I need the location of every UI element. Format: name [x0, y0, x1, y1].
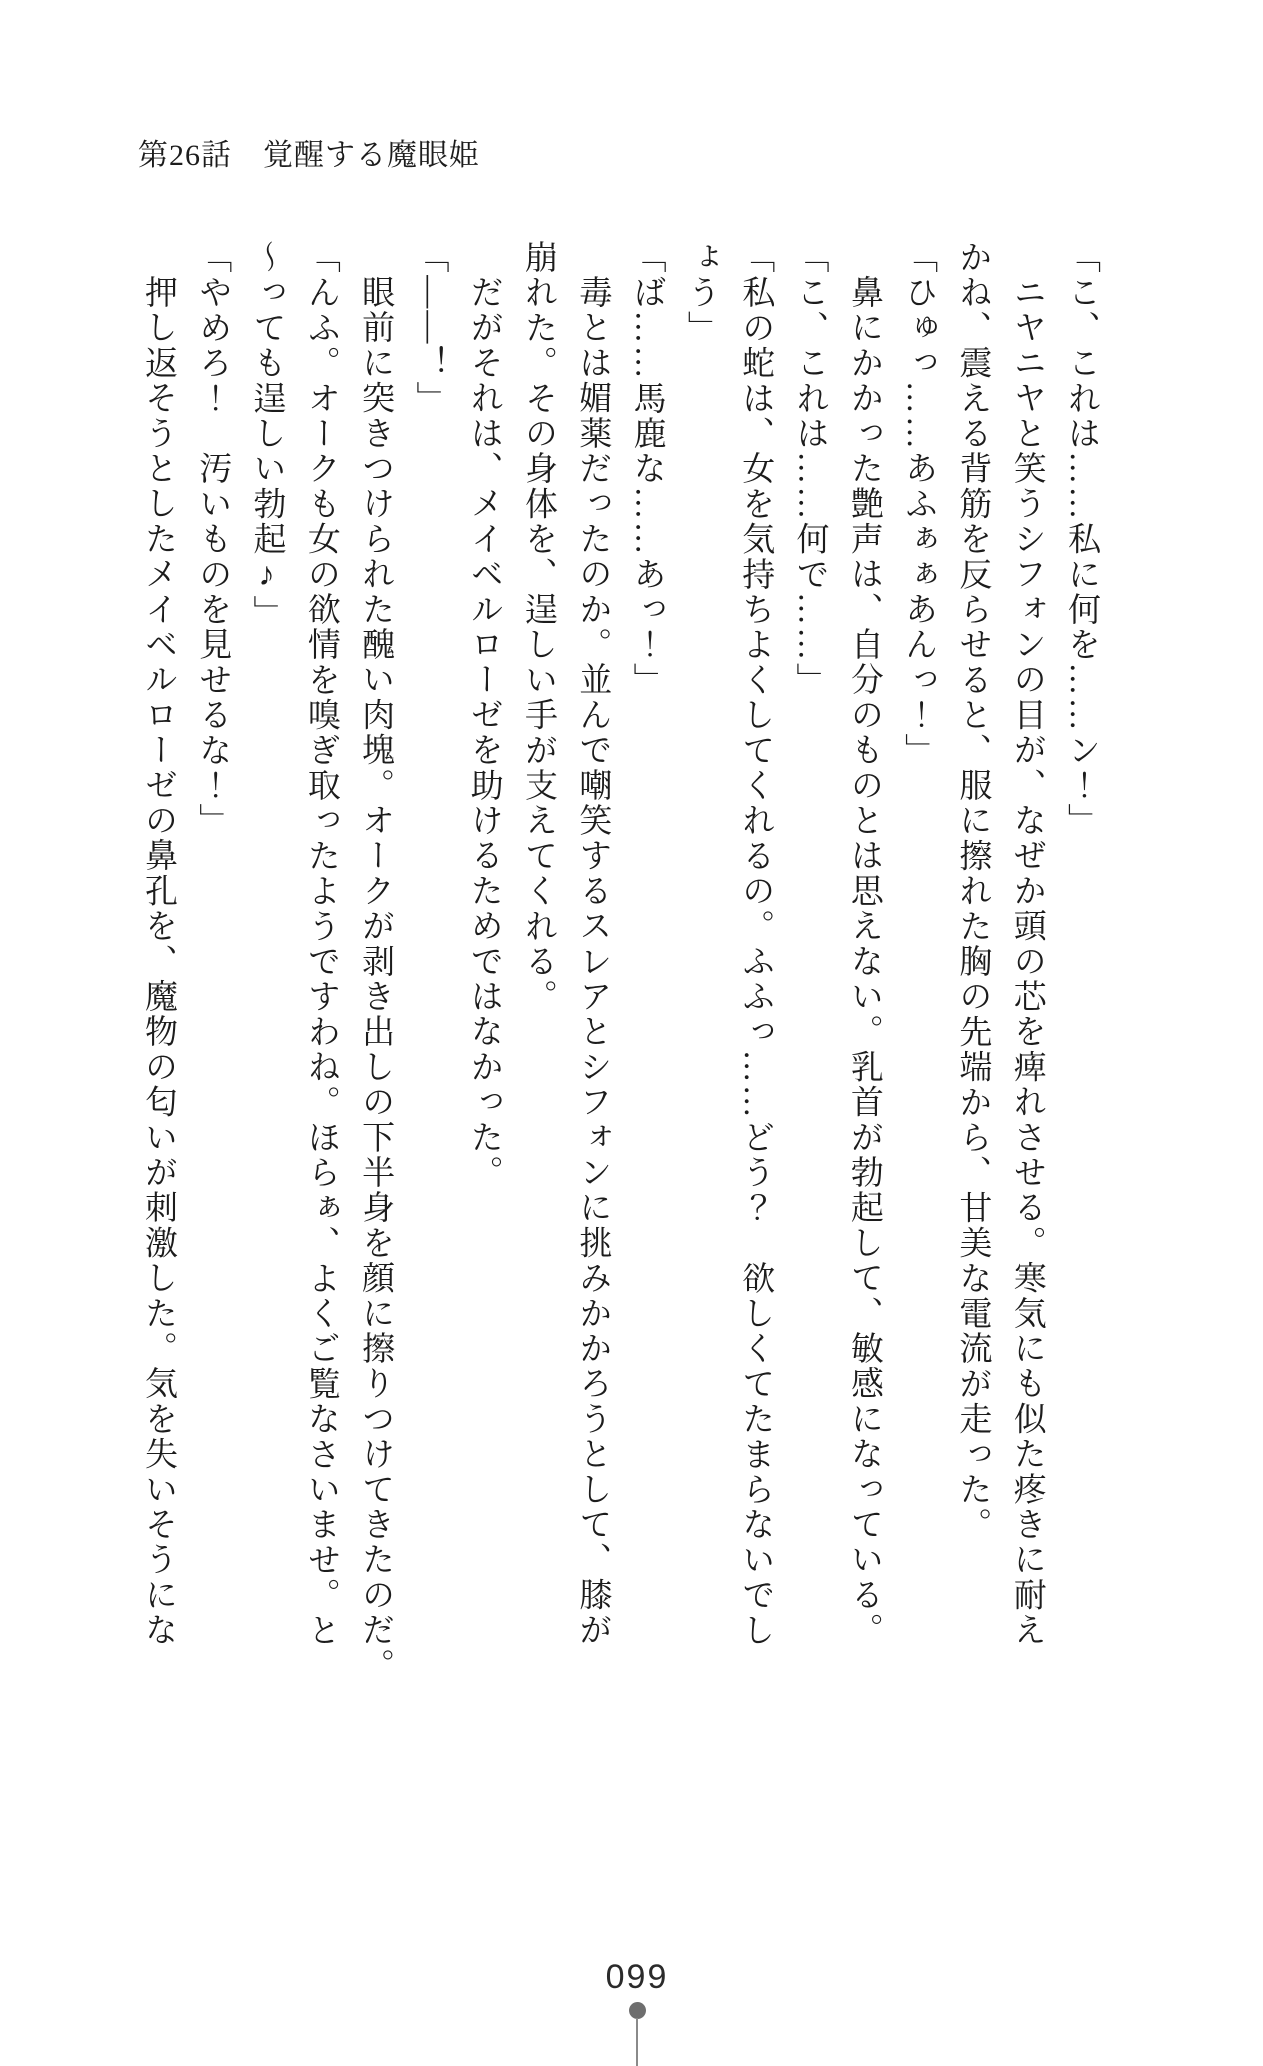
chapter-header: 第26話 覚醒する魔眼姫: [138, 139, 480, 172]
text-column: ニヤニヤと笑うシフォンの目が、なぜか頭の芯を痺れさせる。寒気にも似た疼きに耐え: [1008, 275, 1045, 1648]
text-column: 眼前に突きつけられた醜い肉塊。オークが剥き出しの下半身を顔に擦りつけてきたのだ。: [357, 275, 394, 1683]
text-column: 鼻にかかった艶声は、自分のものとは思えない。乳首が勃起して、敏感になっている。: [845, 275, 882, 1648]
text-column: だがそれは、メイベルローゼを助けるためではなかった。: [465, 275, 502, 1191]
text-column: 「――！」: [411, 240, 448, 416]
footer-line: [636, 2018, 638, 2066]
text-column: 「やめろ！ 汚いものを見せるな！」: [194, 240, 231, 839]
footer-dot-icon: [629, 2002, 646, 2019]
text-column: 「ひゅっ……あふぁぁあんっ！」: [900, 240, 937, 768]
text-column: 毒とは媚薬だったのか。並んで嘲笑するスレアとシフォンに挑みかかろうとして、膝が: [574, 275, 611, 1648]
text-column: 「こ、これは……私に何を……ン！」: [1063, 240, 1099, 839]
page-number: 099: [605, 1958, 669, 1996]
text-column: 「んふ。オークも女の欲情を嗅ぎ取ったようですわね。ほらぁ、よくご覧なさいませ。と: [302, 240, 339, 1648]
text-column: ～っても逞しい勃起♪」: [248, 240, 285, 631]
body-text: [130, 240, 1108, 1683]
text-column: 「私の蛇は、女を気持ちよくしてくれるの。ふふっ……どう？ 欲しくてたまらないでし: [737, 240, 774, 1648]
text-column: かね、震える背筋を反らせると、服に擦れた胸の先端から、甘美な電流が走った。: [954, 240, 991, 1543]
text-column: ょう」: [682, 240, 719, 346]
text-column: 「こ、これは……何で……」: [791, 240, 828, 698]
text-column: 押し返そうとしたメイベルローゼの鼻孔を、魔物の匂いが刺激した。気を失いそうにな: [139, 275, 176, 1648]
text-column: 崩れた。その身体を、逞しい手が支えてくれる。: [520, 240, 557, 1015]
text-column: 「ば……馬鹿な……あっ！」: [628, 240, 665, 698]
